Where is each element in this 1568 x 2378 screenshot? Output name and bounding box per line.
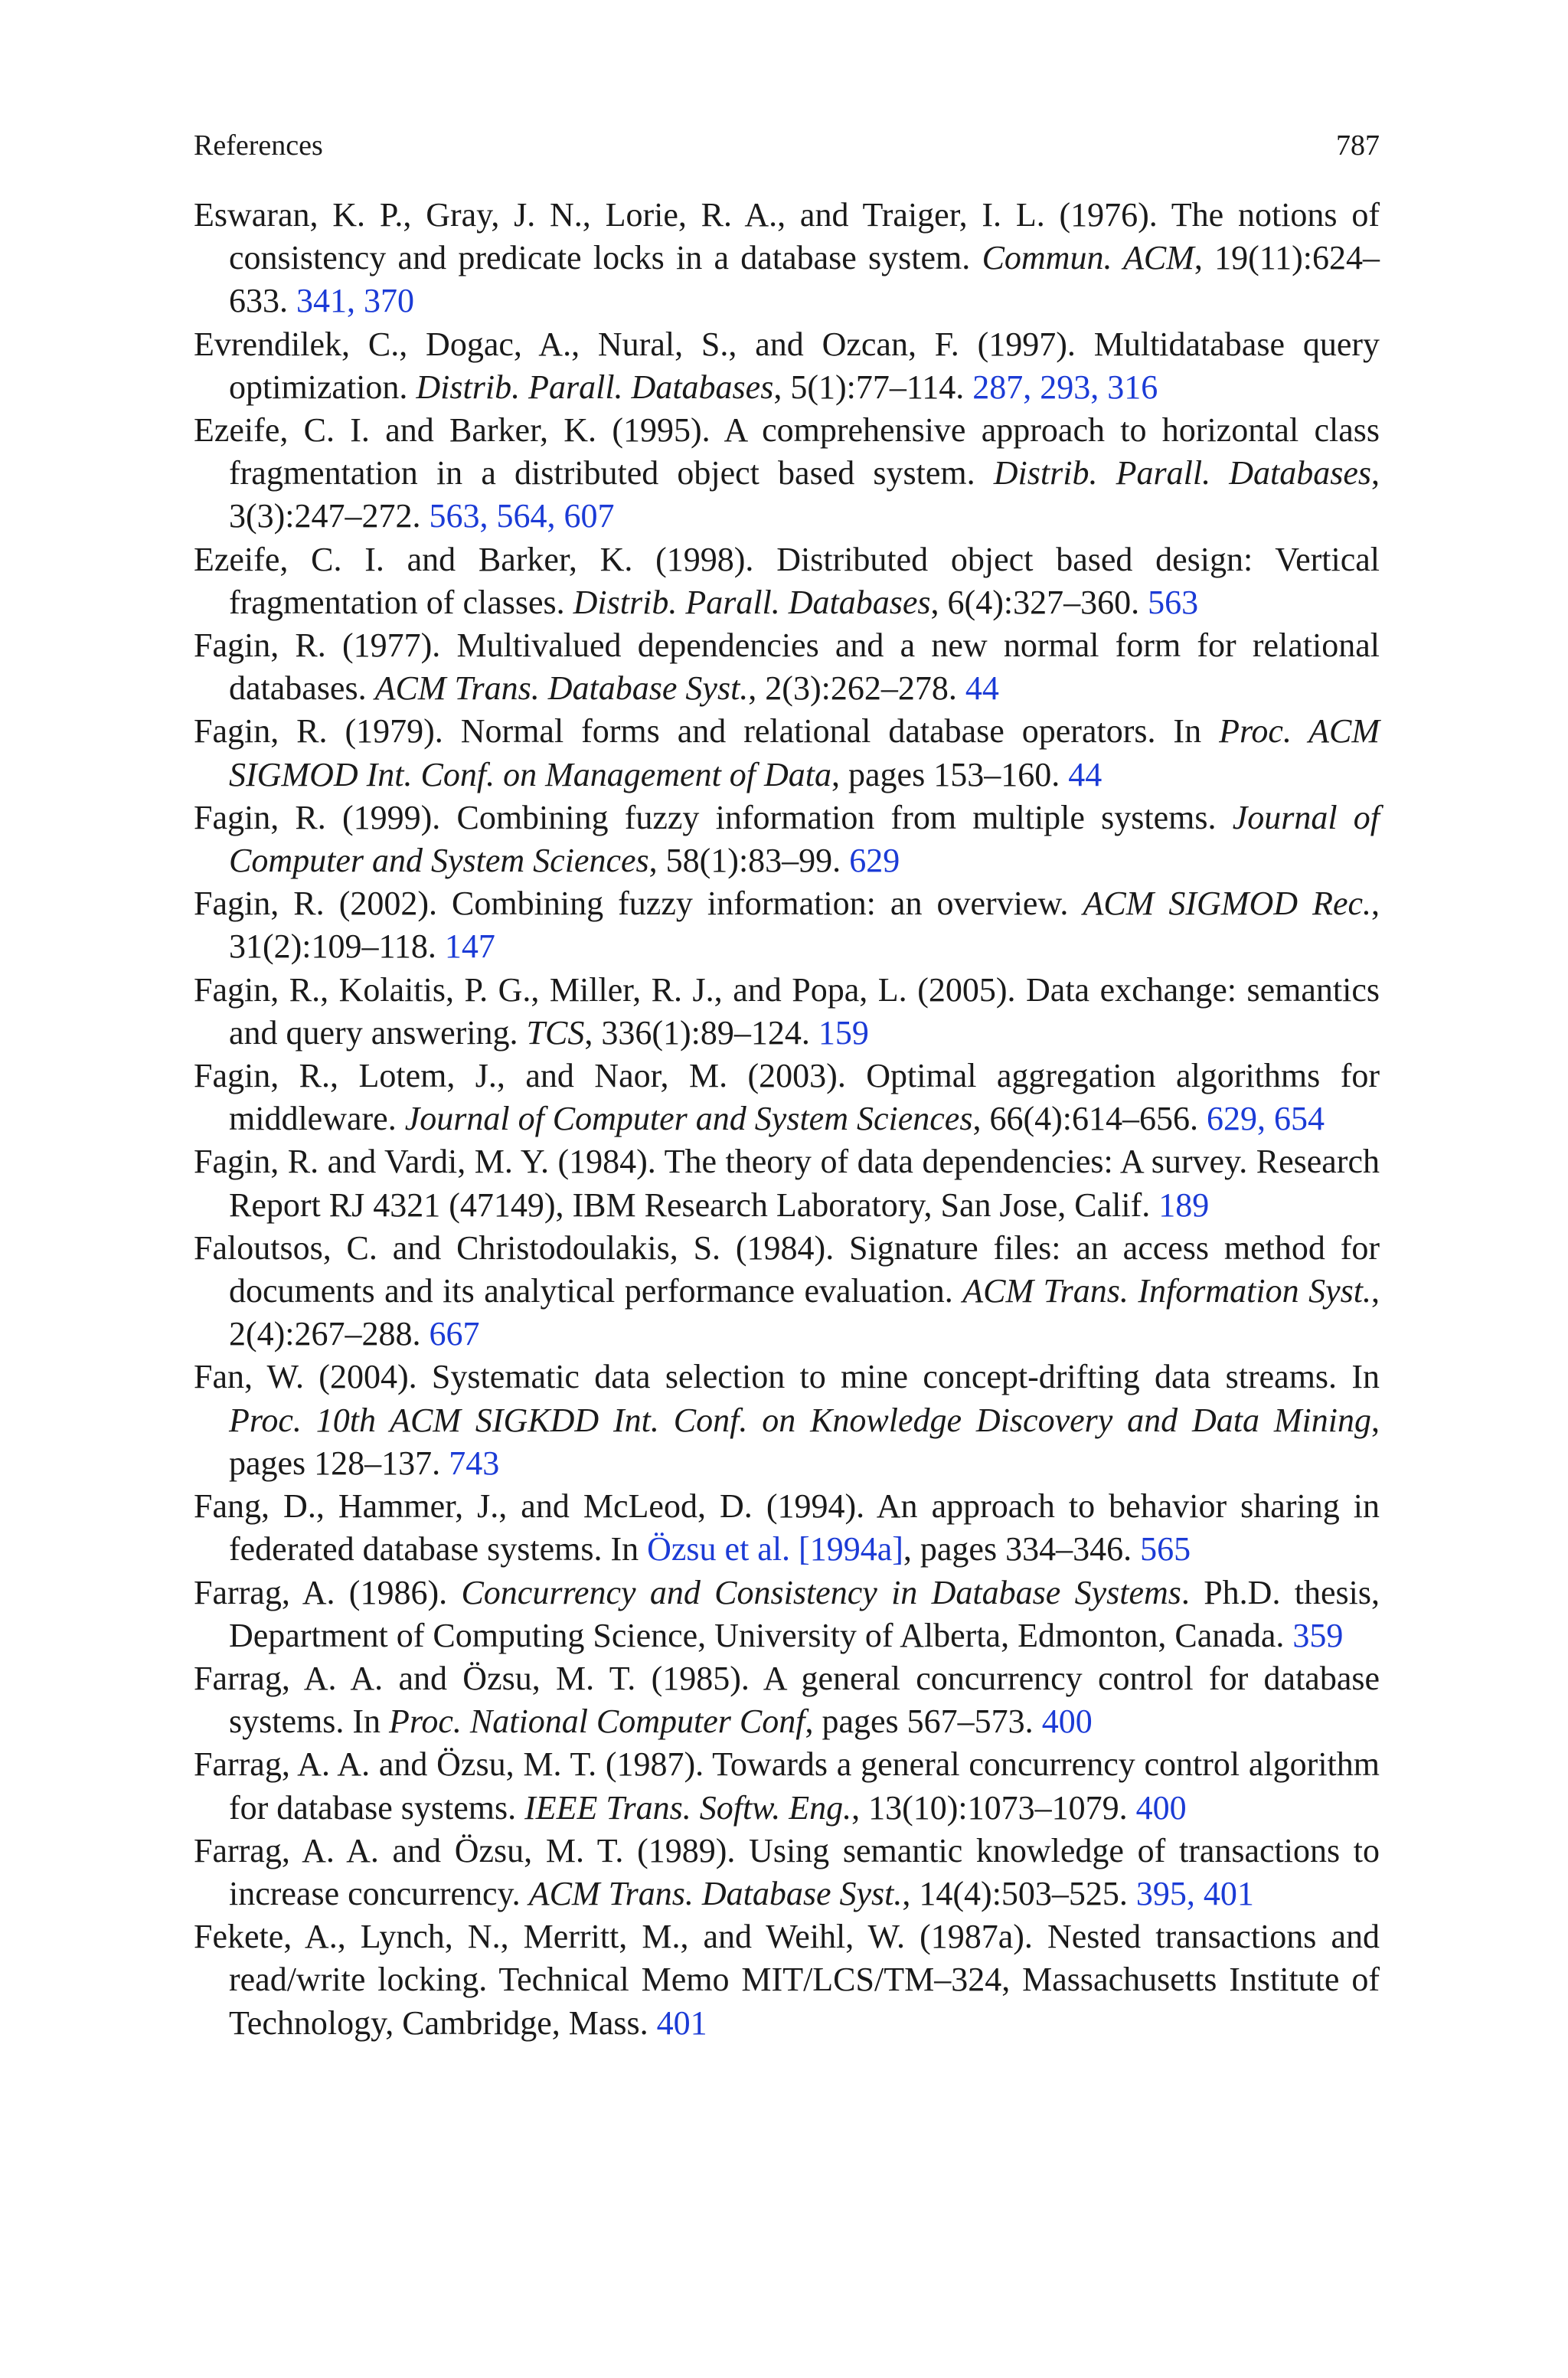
- reference-entry: [194, 1227, 1380, 1356]
- reference-text: Farrag, A. A. and Özsu, M. T. (1989). Using semantic knowledge of transactions to increase concurrency.: [194, 1831, 1380, 1912]
- reference-entry: [194, 1055, 1380, 1140]
- reference-entry: [194, 1356, 1380, 1485]
- page-backlinks[interactable]: 629: [849, 842, 900, 880]
- reference-venue: Proc. ACM SIGMOD Int. Conf. on Management of Data: [229, 712, 1380, 793]
- page-backlinks[interactable]: 400: [1135, 1788, 1187, 1827]
- reference-text: Fagin, R. (2002). Combining fuzzy information: an overview.: [194, 885, 1083, 923]
- reference-entry: [194, 1485, 1380, 1571]
- reference-entry: [194, 624, 1380, 710]
- page-backlinks[interactable]: 44: [1068, 755, 1102, 793]
- reference-text: Fagin, R., Kolaitis, P. G., Miller, R. J., and Popa, L. (2005). Data exchange: semantics and query answering.: [194, 970, 1380, 1052]
- reference-entry: [194, 1572, 1380, 1657]
- running-head: References: [194, 129, 323, 162]
- page-header: [194, 123, 1380, 162]
- reference-details: , pages 153–160.: [831, 755, 1069, 793]
- reference-entry: [194, 194, 1380, 323]
- reference-text: Fekete, A., Lynch, N., Merritt, M., and Weihl, W. (1987a). Nested transactions and read/write locking. Technical Memo MIT/LCS/TM–324, Massachusetts Institute of Technology, Cambridge, Mass.: [194, 1918, 1380, 2042]
- page-backlinks[interactable]: 147: [444, 927, 495, 966]
- reference-details: , 13(10):1073–1079.: [851, 1788, 1136, 1827]
- page-backlinks[interactable]: 667: [429, 1315, 480, 1353]
- page-backlinks[interactable]: 563: [1148, 583, 1199, 621]
- reference-entry: [194, 710, 1380, 796]
- page-backlinks[interactable]: 629, 654: [1206, 1100, 1325, 1138]
- citation-link[interactable]: Özsu et al. [1994a]: [647, 1530, 903, 1568]
- reference-venue: ACM Trans. Database Syst.: [528, 1874, 903, 1912]
- reference-details: , 5(1):77–114.: [773, 368, 973, 406]
- reference-details: , 6(4):327–360.: [930, 583, 1148, 621]
- reference-text: Ezeife, C. I. and Barker, K. (1998). Distributed object based design: Vertical fragmentation of classes.: [194, 540, 1380, 621]
- reference-entry: [194, 538, 1380, 624]
- reference-entry: [194, 1657, 1380, 1743]
- reference-details: , 336(1):89–124.: [584, 1013, 818, 1052]
- reference-details: , 3(3):247–272.: [229, 454, 1380, 535]
- reference-venue: IEEE Trans. Softw. Eng.: [524, 1788, 852, 1827]
- reference-text: Farrag, A. A. and Özsu, M. T. (1987). Towards a general concurrency control algorithm for database systems.: [194, 1745, 1380, 1827]
- reference-details: , pages 128–137.: [229, 1401, 1380, 1482]
- reference-text: Fagin, R. (1979). Normal forms and relational database operators. In: [194, 712, 1220, 751]
- reference-text: Fagin, R. (1977). Multivalued dependencies and a new normal form for relational databases.: [194, 626, 1380, 708]
- reference-text: Eswaran, K. P., Gray, J. N., Lorie, R. A., and Traiger, I. L. (1976). The notions of consistency and predicate locks in a database system.: [194, 196, 1380, 277]
- reference-venue: Concurrency and Consistency in Database Systems: [461, 1573, 1181, 1611]
- reference-text: Fagin, R., Lotem, J., and Naor, M. (2003). Optimal aggregation algorithms for middleware.: [194, 1057, 1380, 1138]
- reference-entry: [194, 969, 1380, 1055]
- reference-venue: Proc. National Computer Conf: [389, 1703, 805, 1741]
- reference-text: Faloutsos, C. and Christodoulakis, S. (1984). Signature files: an access method for documents and its analytical performance evaluation.: [194, 1228, 1380, 1310]
- reference-details: , 19(11):624–633.: [229, 239, 1380, 320]
- reference-details: , 2(3):262–278.: [748, 669, 965, 708]
- reference-text: Fagin, R. and Vardi, M. Y. (1984). The theory of data dependencies: A survey. Research Report RJ 4321 (47149), IBM Research Laboratory, San Jose, Calif.: [194, 1143, 1380, 1224]
- reference-venue: Distrib. Parall. Databases: [573, 583, 931, 621]
- reference-details: , 66(4):614–656.: [972, 1100, 1207, 1138]
- reference-details: , pages 567–573.: [805, 1703, 1042, 1741]
- reference-venue: ACM SIGMOD Rec.: [1083, 885, 1371, 923]
- page-number: 787: [1336, 129, 1380, 162]
- reference-text: Farrag, A. A. and Özsu, M. T. (1985). A general concurrency control for database systems. In: [194, 1659, 1380, 1741]
- page-backlinks[interactable]: 401: [656, 2003, 707, 2042]
- page-backlinks[interactable]: 44: [965, 669, 999, 708]
- reference-details: , 31(2):109–118.: [229, 885, 1380, 966]
- reference-entry: [194, 882, 1380, 968]
- page-backlinks[interactable]: 189: [1158, 1186, 1210, 1224]
- reference-venue: Distrib. Parall. Databases: [416, 368, 774, 406]
- page-backlinks[interactable]: 395, 401: [1135, 1874, 1254, 1912]
- page-backlinks[interactable]: 287, 293, 316: [972, 368, 1158, 406]
- reference-venue: Commun. ACM: [982, 239, 1194, 277]
- reference-text: Fan, W. (2004). Systematic data selection to mine concept-drifting data streams. In: [194, 1358, 1380, 1396]
- page-backlinks[interactable]: 341, 370: [296, 282, 414, 320]
- reference-details: , 14(4):503–525.: [902, 1874, 1136, 1912]
- reference-text: Evrendilek, C., Dogac, A., Nural, S., and Ozcan, F. (1997). Multidatabase query optimization.: [194, 325, 1380, 406]
- reference-venue: Journal of Computer and System Sciences: [229, 798, 1380, 880]
- reference-venue: Proc. 10th ACM SIGKDD Int. Conf. on Knowledge Discovery and Data Mining: [229, 1401, 1371, 1439]
- reference-venue: ACM Trans. Information Syst.: [962, 1272, 1371, 1310]
- reference-text: Fang, D., Hammer, J., and McLeod, D. (1994). An approach to behavior sharing in federated database systems. In: [194, 1487, 1380, 1568]
- page-backlinks[interactable]: 565: [1140, 1530, 1191, 1568]
- reference-entry: [194, 1140, 1380, 1226]
- page-backlinks[interactable]: 563, 564, 607: [429, 497, 615, 535]
- reference-venue: Distrib. Parall. Databases: [993, 454, 1371, 492]
- reference-venue: ACM Trans. Database Syst.: [374, 669, 749, 708]
- reference-text: Ezeife, C. I. and Barker, K. (1995). A comprehensive approach to horizontal class fragmentation in a distributed object based system.: [194, 411, 1380, 492]
- reference-entry: [194, 1830, 1380, 1915]
- reference-venue: Journal of Computer and System Sciences: [404, 1100, 973, 1138]
- reference-text: Farrag, A. (1986).: [194, 1573, 462, 1611]
- page-backlinks[interactable]: 359: [1292, 1616, 1344, 1654]
- reference-entry: [194, 323, 1380, 409]
- reference-text: Fagin, R. (1999). Combining fuzzy information from multiple systems.: [194, 798, 1233, 836]
- reference-entry: [194, 1743, 1380, 1829]
- reference-entry: [194, 1915, 1380, 2045]
- reference-venue: TCS: [526, 1013, 585, 1052]
- reference-entry: [194, 796, 1380, 882]
- reference-details: , 58(1):83–99.: [648, 842, 850, 880]
- reference-details: , 2(4):267–288.: [229, 1272, 1380, 1353]
- reference-list: [194, 194, 1380, 2045]
- page-backlinks[interactable]: 400: [1041, 1703, 1093, 1741]
- reference-details: , pages 334–346.: [903, 1530, 1141, 1568]
- page-backlinks[interactable]: 159: [818, 1013, 869, 1052]
- reference-details: . Ph.D. thesis, Department of Computing Science, University of Alberta, Edmonton, Canada.: [229, 1573, 1380, 1654]
- page-backlinks[interactable]: 743: [449, 1444, 500, 1482]
- reference-entry: [194, 409, 1380, 538]
